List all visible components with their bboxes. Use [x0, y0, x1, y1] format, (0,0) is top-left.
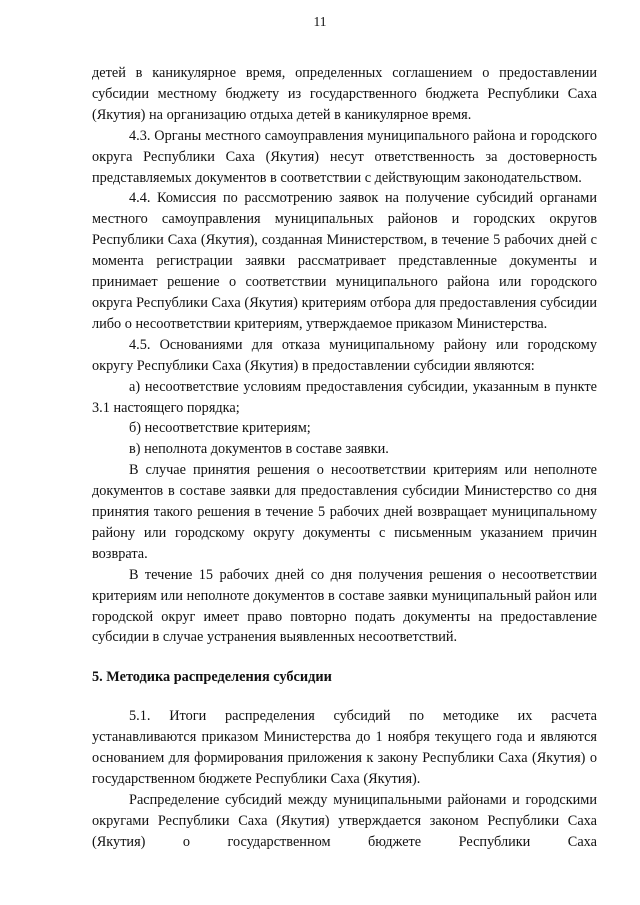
paragraph-continuation: детей в каникулярное время, определенных соглашением о предоставлении субсидии местному бюджету из государственного бюджета Республики Саха (Якутия) на организацию отдыха детей в каникулярное время. [92, 65, 597, 123]
list-item-a: а) несоответствие условиям предоставления субсидии, указанным в пункте 3.1 настоящего порядка; [92, 378, 597, 416]
section-heading: 5. Методика распределения субсидии [92, 669, 332, 686]
paragraph-4-4: 4.4. Комиссия по рассмотрению заявок на получение субсидий органами местного самоуправления муниципальных районов и городских округов Республики Саха (Якутия), созданная Министерством, в течение 5 рабочих дней с момента регистрации заявки рассматривает представленные документы и принимает решение о соответствии муниципального района или городского округа Республики Саха (Якутия) критериям отбора для предоставления субсидии либо о несоответствии критериям, утверждаемое приказом Министерства. [92, 190, 597, 332]
list-item-v: в) неполнота документов в составе заявки. [129, 441, 389, 458]
paragraph-4-3: 4.3. Органы местного самоуправления муниципального района и городского округа Республики Саха (Якутия) несут ответственность за достоверность представляемых документов в соответствии с действующим законодательством. [92, 127, 597, 186]
paragraph-distribution: Распределение субсидий между муниципальными районами и городскими округами Республики Саха (Якутия) утверждается законом Республики Саха (Якутия) о государственном бюджете Республики Саха [92, 791, 597, 850]
document-body [92, 63, 597, 853]
page-number: 11 [313, 14, 327, 29]
paragraph-rejection-return: В случае принятия решения о несоответствии критериям или неполноте документов в составе заявки для предоставления субсидии Министерство со дня принятия такого решения в течение 5 рабочих дней возвращает муниципальному району или городскому округу документы с письменным указанием причин возврата. [92, 462, 597, 562]
paragraph-5-1: 5.1. Итоги распределения субсидий по методике их расчета устанавливаются приказом Министерства до 1 ноября текущего года и являются основанием для формирования приложения к закону Республики Саха (Якутия) о государственном бюджете Республики Саха (Якутия). [92, 708, 597, 787]
paragraph-4-5: 4.5. Основаниями для отказа муниципальному району или городскому округу Республики Саха (Якутия) в предоставлении субсидии являются: [92, 336, 597, 374]
paragraph-resubmission: В течение 15 рабочих дней со дня получения решения о несоответствии критериям или неполноте документов в составе заявки муниципальный район или городской округ имеет право повторно подать документы на предоставление субсидии в случае устранения выявленных несоответствий. [92, 566, 597, 646]
list-item-b: б) несоответствие критериям; [129, 420, 311, 437]
